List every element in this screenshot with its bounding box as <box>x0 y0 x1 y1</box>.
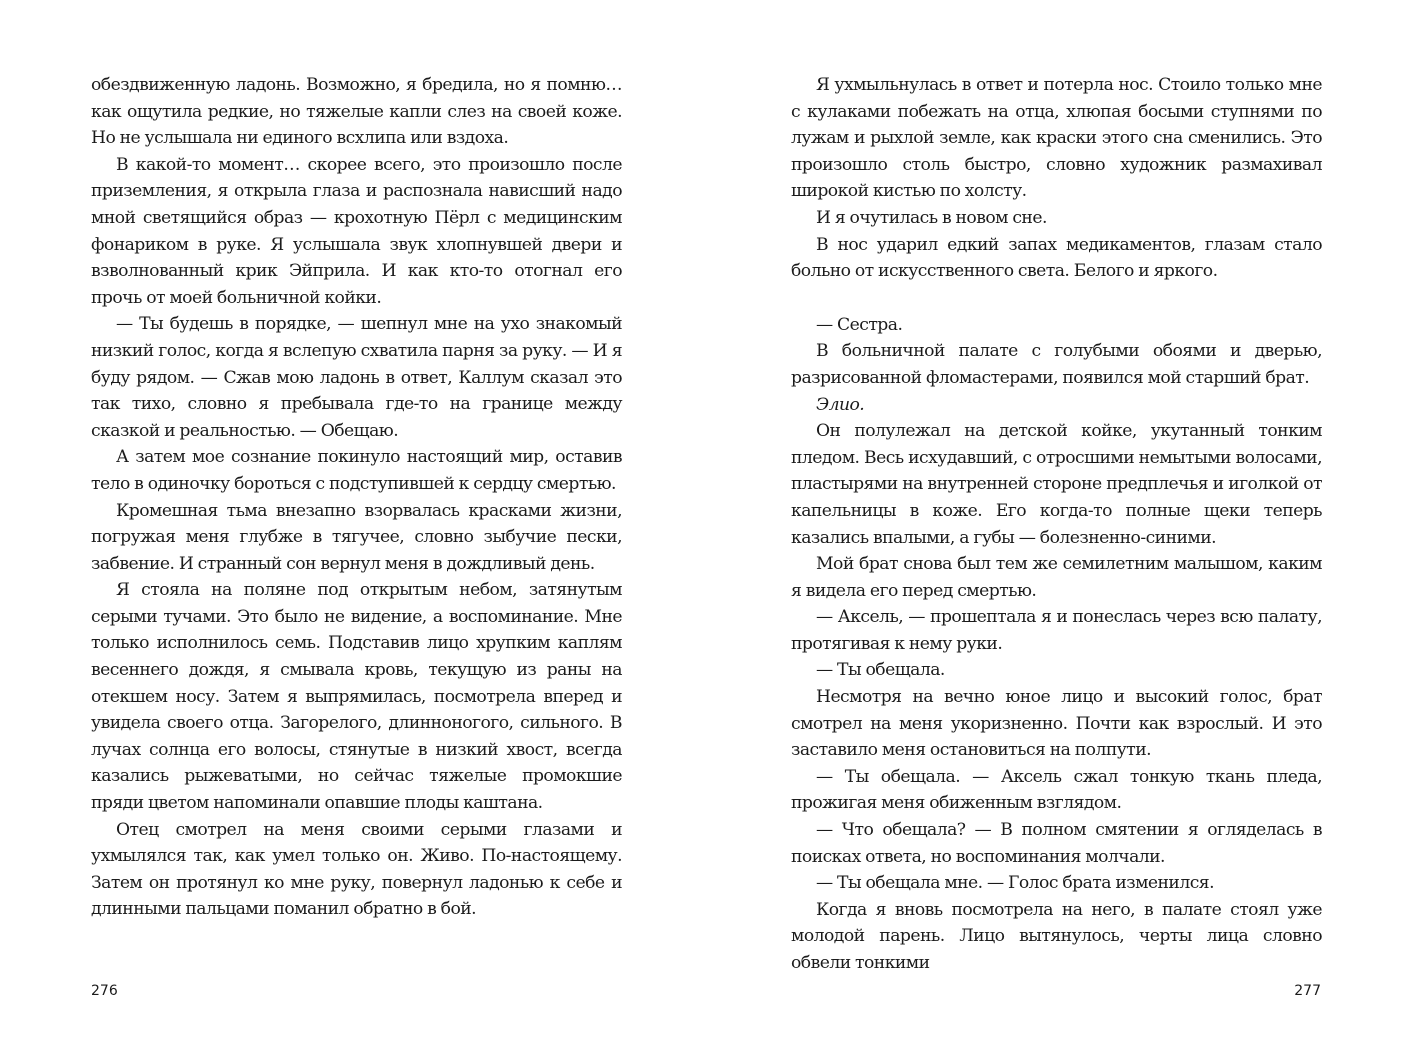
paragraph: Я ухмыльнулась в ответ и потерла нос. Стоило только мне с кулаками побежать на отца, хлюпая босыми ступнями по лужам и рыхлой земле, как краски этого сна сменились. Это произошло столь быстро, словно художник размахивал широкой кистью по холсту. <box>791 75 1322 202</box>
paragraph: — Ты будешь в порядке, — шепнул мне на ухо знакомый низкий голос, когда я вслепую схватила парня за руку. — И я буду рядом. — Сжав мою ладонь в ответ, Каллум сказал это так тихо, словно я пребывала где-то на границе между сказкой и реальностью. — Обещаю. <box>91 314 622 441</box>
paragraph: Когда я вновь посмотрела на него, в палате стоял уже молодой парень. Лицо вытянулось, черты лица словно обвели тонкими <box>791 899 1322 973</box>
paragraph: — Ты обещала. <box>816 660 945 681</box>
paragraph: В больничной палате с голубыми обоями и дверью, разрисованной фломастерами, появился мой старший брат. <box>791 341 1322 388</box>
paragraph: обездвиженную ладонь. Возможно, я бредила, но я помню… как ощутила редкие, но тяжелые капли слез на своей коже. Но не услышала ни единого всхлипа или вздоха. <box>91 75 622 149</box>
paragraph: Я стояла на поляне под открытым небом, затянутым серыми тучами. Это было не видение, а воспоминание. Мне только исполнилось семь. Подставив лицо хрупким каплям весеннего дождя, я смывала кровь, текущую из раны на отекшем носу. Затем я выпрямилась, посмотрела вперед и увидела своего отца. Загорелого, длинноногого, сильного. В лучах солнца его волосы, стянутые в низкий хвост, всегда казались рыжеватыми, но сейчас тяжелые промокшие пряди цветом напоминали опавшие плоды каштана. <box>91 580 622 814</box>
paragraph: Мой брат снова был тем же семилетним малышом, каким я видела его перед смертью. <box>791 554 1322 601</box>
paragraph: Отец смотрел на меня своими серыми глазами и ухмылялся так, как умел только он. Живо. По-настоящему. Затем он протянул ко мне руку, повернул ладонью к себе и длинными пальцами поманил обратно в бой. <box>91 819 622 920</box>
paragraph: — Что обещала? — В полном смятении я огляделась в поисках ответа, но воспоминания молчали. <box>791 820 1322 867</box>
paragraph: — Ты обещала мне. — Голос брата изменился. <box>816 873 1214 894</box>
page-number-left: 276 <box>91 983 118 999</box>
paragraph: — Сестра. <box>816 314 903 335</box>
paragraph: В нос ударил едкий запах медикаментов, глазам стало больно от искусственного света. Белого и яркого. <box>791 234 1322 282</box>
paragraph: И я очутилась в новом сне. <box>816 207 1047 228</box>
italic-line: Элио. <box>816 394 865 415</box>
paragraph: А затем мое сознание покинуло настоящий мир, оставив тело в одиночку бороться с подступившей к сердцу смертью. <box>91 447 622 494</box>
page-number-right: 277 <box>1294 983 1321 999</box>
paragraph: Он полулежал на детской койке, укутанный тонким пледом. Весь исхудавший, с отросшими немытыми волосами, пластырями на внутренней стороне предплечья и иголкой от капельницы в коже. Его когда-то полные щеки теперь казались впалыми, а губы — болезненно-синими. <box>791 421 1322 548</box>
paragraph: — Ты обещала. — Аксель сжал тонкую ткань пледа, прожигая меня обиженным взглядом. <box>791 766 1322 814</box>
paragraph: В какой-то момент… скорее всего, это произошло после приземления, я открыла глаза и распознала нависший надо мной светящийся образ — крохотную Пёрл с медицинским фонариком в руке. Я услышала звук хлопнувшей двери и взволнованный крик Эйприла. И как кто-то отогнал его прочь от моей больничной койки. <box>91 154 622 308</box>
paragraph: Несмотря на вечно юное лицо и высокий голос, брат смотрел на меня укоризненно. Почти как взрослый. И это заставило меня остановиться на полпути. <box>791 687 1322 761</box>
right-page-text <box>791 72 1322 977</box>
section-break <box>791 285 1322 312</box>
left-page-text <box>91 72 622 923</box>
paragraph: Кромешная тьма внезапно взорвалась красками жизни, погружая меня глубже в тягучее, словно зыбучие пески, забвение. И странный сон вернул меня в дождливый день. <box>91 500 622 574</box>
paragraph: — Аксель, — прошептала я и понеслась через всю палату, протягивая к нему руки. <box>791 607 1322 654</box>
